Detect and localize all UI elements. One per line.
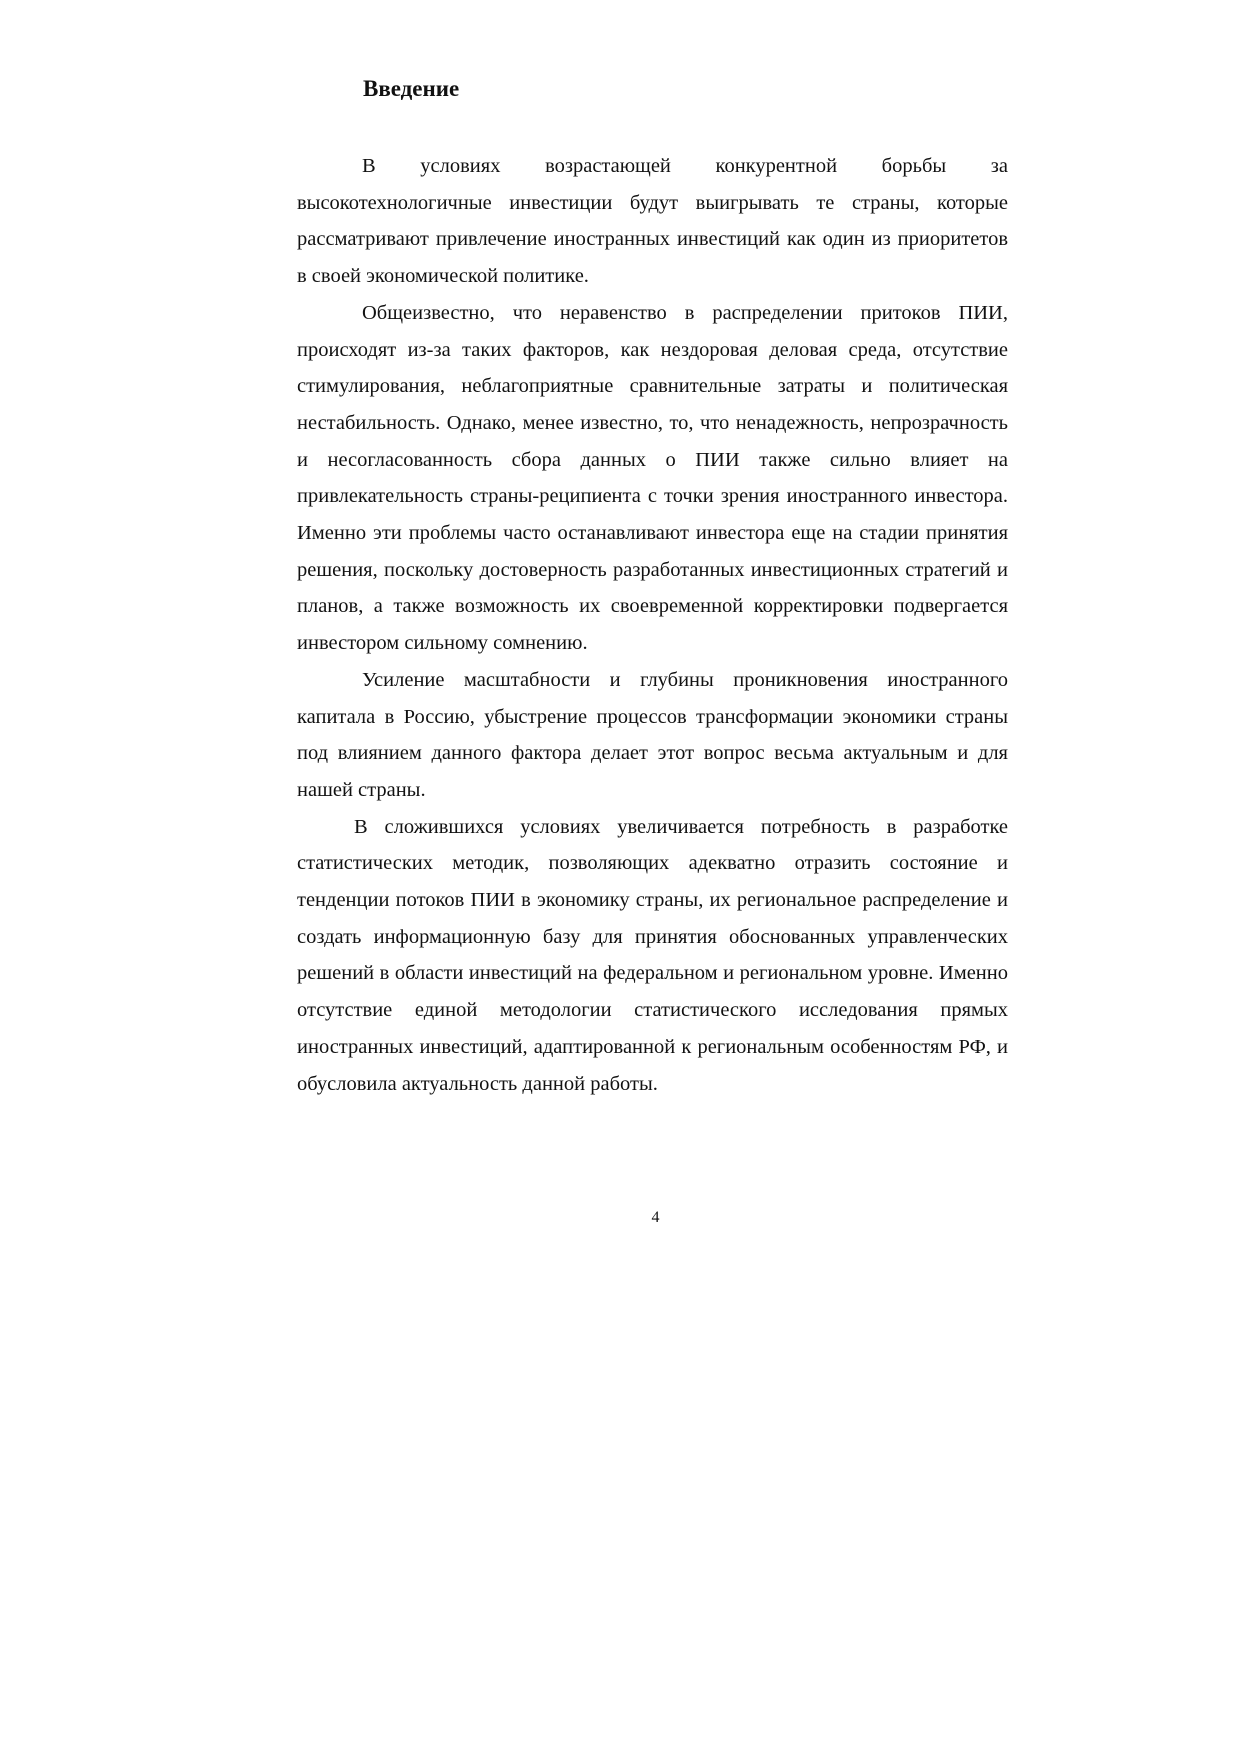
section-heading: Введение: [363, 76, 460, 101]
paragraph: Общеизвестно, что неравенство в распределении притоков ПИИ, происходят из-за таких факторов, как нездоровая деловая среда, отсутствие стимулирования, неблагоприятные сравнительные затраты и политическая нестабильность. Однако, менее известно, то, что ненадежность, непрозрачность и несогласованность сбора данных о ПИИ также сильно влияет на привлекательность страны-реципиента с точки зрения иностранного инвестора. Именно эти проблемы часто останавливают инвестора еще на стадии принятия решения, поскольку достоверность разработанных инвестиционных стратегий и планов, а также возможность их своевременной корректировки подвергается инвестором сильному сомнению.: [297, 301, 1008, 655]
paragraph: В условиях возрастающей конкурентной борьбы за высокотехнологичные инвестиции будут выигрывать те страны, которые рассматривают привлечение иностранных инвестиций как один из приоритетов в своей экономической политике.: [297, 155, 1008, 288]
body-text: [297, 148, 1008, 1102]
page-number: 4: [651, 1209, 660, 1226]
paragraph: Усиление масштабности и глубины проникновения иностранного капитала в Россию, убыстрение процессов трансформации экономики страны под влиянием данного фактора делает этот вопрос весьма актуальным и для нашей страны.: [297, 668, 1008, 801]
paragraph: В сложившихся условиях увеличивается потребность в разработке статистических методик, позволяющих адекватно отразить состояние и тенденции потоков ПИИ в экономику страны, их региональное распределение и создать информационную базу для принятия обоснованных управленческих решений в области инвестиций на федеральном и региональном уровне. Именно отсутствие единой методологии статистического исследования прямых иностранных инвестиций, адаптированной к региональным особенностям РФ, и обусловила актуальность данной работы.: [297, 815, 1008, 1095]
